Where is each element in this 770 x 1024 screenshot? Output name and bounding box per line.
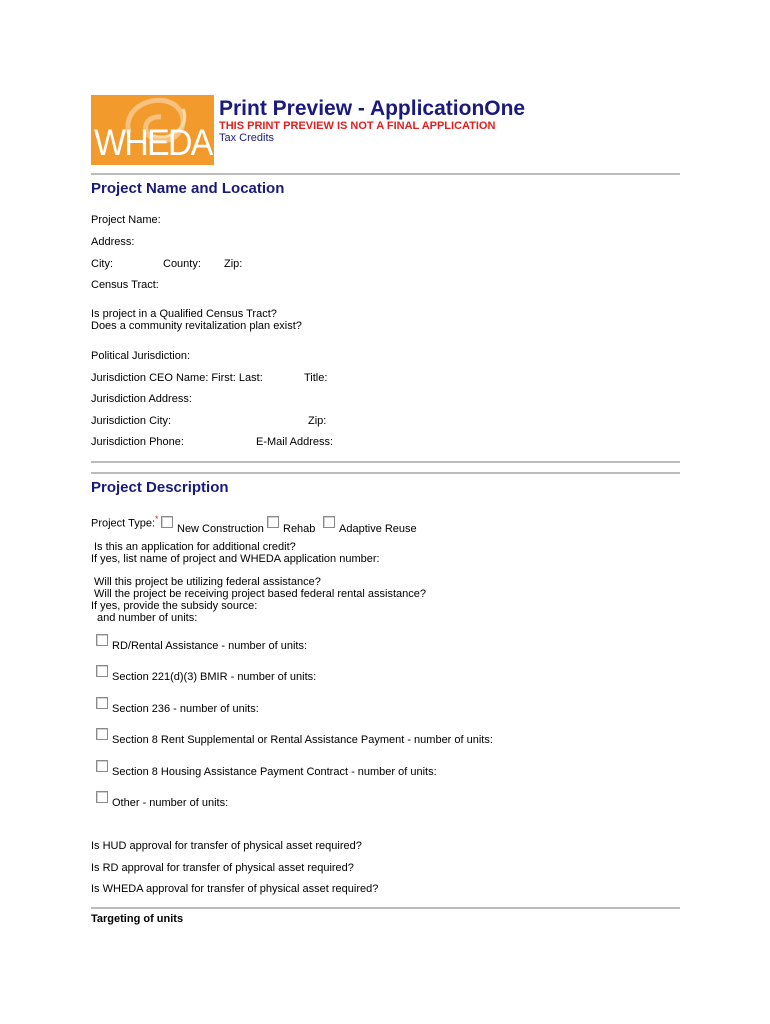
political-jurisdiction-label: Political Jurisdiction: [91, 350, 191, 362]
subsidy-checkbox-rd[interactable] [96, 634, 108, 646]
adaptive-reuse-label: Adaptive Reuse [339, 523, 417, 535]
ceo-name-label: Jurisdiction CEO Name: First: Last: [91, 372, 263, 384]
rehab-checkbox[interactable] [267, 516, 279, 528]
county-label: County: [163, 258, 201, 270]
qualified-tract-question: Is project in a Qualified Census Tract? [91, 308, 277, 320]
required-marker: * [155, 514, 159, 524]
subsidy-label-section8-hap: Section 8 Housing Assistance Payment Contract - number of units: [112, 766, 437, 778]
section-divider [91, 173, 680, 175]
subsidy-checkbox-section8-rent[interactable] [96, 728, 108, 740]
section-divider [91, 472, 680, 474]
preview-notice: THIS PRINT PREVIEW IS NOT A FINAL APPLICATION [219, 120, 496, 132]
subsidy-checkbox-section8-hap[interactable] [96, 760, 108, 772]
jurisdiction-city-label: Jurisdiction City: [91, 415, 172, 427]
subsidy-label-section8-rent: Section 8 Rent Supplemental or Rental Assistance Payment - number of units: [112, 734, 493, 746]
address-label: Address: [91, 236, 135, 248]
revitalization-plan-question: Does a community revitalization plan exist? [91, 320, 302, 332]
additional-credit-question: Is this an application for additional credit? [94, 541, 296, 553]
number-of-units-label: and number of units: [97, 612, 198, 624]
jurisdiction-zip-label: Zip: [308, 415, 327, 427]
rehab-label: Rehab [283, 523, 316, 535]
wheda-logo [91, 95, 214, 165]
city-label: City: [91, 258, 113, 270]
section-heading-description: Project Description [91, 479, 229, 496]
section-heading-location: Project Name and Location [91, 180, 285, 197]
jurisdiction-email-label: E-Mail Address: [256, 436, 334, 448]
jurisdiction-phone-label: Jurisdiction Phone: [91, 436, 184, 448]
targeting-heading: Targeting of units [91, 913, 184, 925]
project-name-label: Project Name: [91, 214, 161, 226]
zip-label: Zip: [224, 258, 243, 270]
ceo-title-label: Title: [304, 372, 328, 384]
subsidy-label-221d3: Section 221(d)(3) BMIR - number of units: [112, 671, 317, 683]
project-based-question: Will the project be receiving project based federal rental assistance? [94, 588, 427, 600]
subsidy-checkbox-236[interactable] [96, 697, 108, 709]
subsidy-label-236: Section 236 - number of units: [112, 703, 259, 715]
wheda-approval-question: Is WHEDA approval for transfer of physical asset required? [91, 883, 379, 895]
page-title: Print Preview - ApplicationOne [219, 97, 526, 120]
subsidy-label-other: Other - number of units: [112, 797, 229, 809]
project-type-text: Project Type: [91, 517, 155, 530]
hud-approval-question: Is HUD approval for transfer of physical asset required? [91, 840, 362, 852]
subsidy-checkbox-other[interactable] [96, 791, 108, 803]
jurisdiction-address-label: Jurisdiction Address: [91, 393, 192, 405]
logo-wordmark: WHEDA [94, 122, 212, 163]
adaptive-reuse-checkbox[interactable] [323, 516, 335, 528]
new-construction-checkbox[interactable] [161, 516, 173, 528]
additional-credit-followup: If yes, list name of project and WHEDA application number: [91, 553, 380, 565]
subsidy-source-label: If yes, provide the subsidy source: [91, 600, 258, 612]
new-construction-label: New Construction [177, 523, 264, 535]
rd-approval-question: Is RD approval for transfer of physical asset required? [91, 862, 354, 874]
subsidy-label-rd: RD/Rental Assistance - number of units: [112, 640, 308, 652]
subsidy-checkbox-221d3[interactable] [96, 665, 108, 677]
census-tract-label: Census Tract: [91, 279, 159, 291]
program-subtitle: Tax Credits [219, 132, 275, 144]
section-divider [91, 461, 680, 463]
section-divider [91, 907, 680, 909]
project-type-label [91, 513, 159, 531]
federal-assistance-question: Will this project be utilizing federal assistance? [94, 576, 321, 588]
